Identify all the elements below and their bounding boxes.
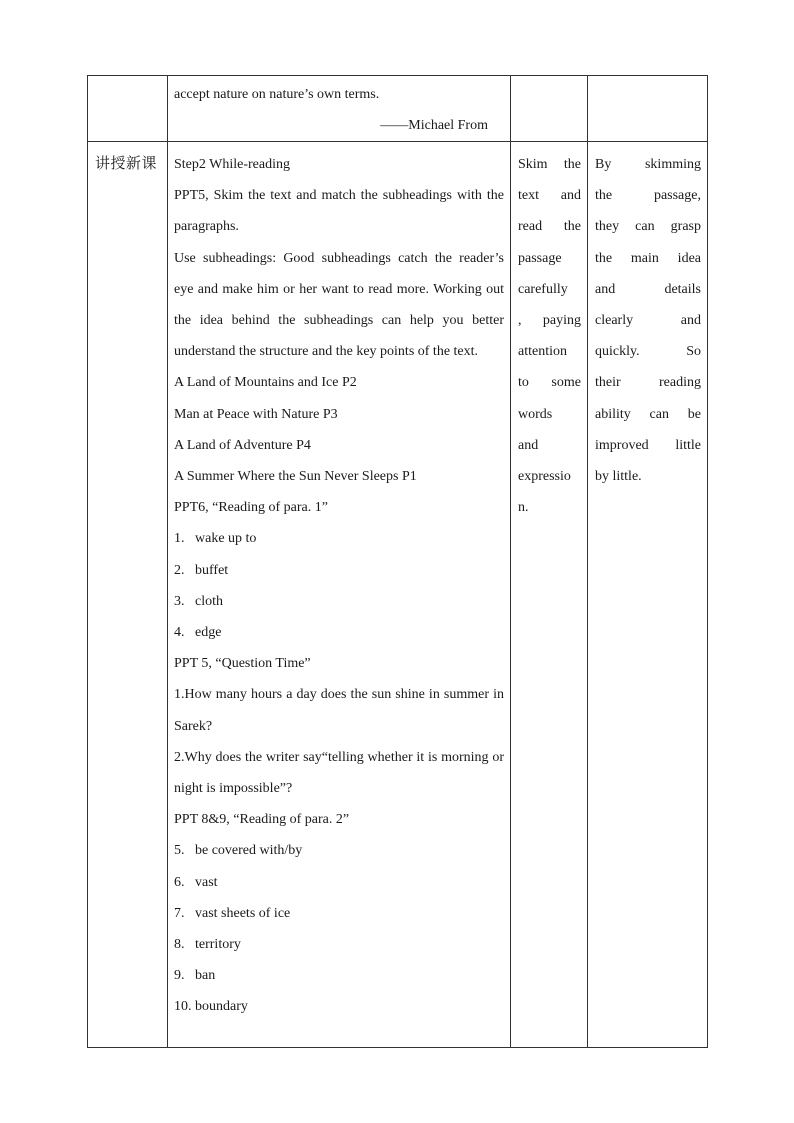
ppt6-title: PPT6, “Reading of para. 1”	[174, 500, 328, 516]
activity-line: and	[518, 437, 539, 453]
vocab-item: 5. be covered with/by	[174, 843, 303, 859]
activity-cell-empty	[511, 76, 588, 142]
purpose-line: ability can be	[595, 406, 701, 422]
purpose-line: by little.	[595, 469, 642, 485]
purpose-line: improved little	[595, 437, 701, 453]
purpose-line: the main idea	[595, 250, 701, 266]
vocab-item: 2. buffet	[174, 562, 229, 578]
purpose-line: and details	[595, 281, 701, 297]
purpose-line: they can grasp	[595, 219, 701, 235]
step-title: Step2 While-reading	[174, 157, 290, 172]
vocab-item: 3. cloth	[174, 593, 223, 609]
activity-line: passage	[518, 250, 562, 266]
table-row	[88, 76, 708, 142]
vocab-item: 9. ban	[174, 968, 216, 984]
vocab-item: 8. territory	[174, 937, 241, 953]
activity-line: n.	[518, 500, 529, 516]
subheadings-note: Use subheadings: Good subheadings catch the reader’s eye and make him or her want to read more. Working out the idea behind the subheadings can help you better understand the structure and the key points of the text.	[174, 250, 504, 360]
quote-cell	[168, 76, 511, 142]
table-row	[88, 142, 708, 1048]
subheading-item: A Land of Mountains and Ice P2	[174, 375, 357, 391]
purpose-line: By skimming	[595, 157, 701, 172]
stage-label: 讲授新课	[95, 154, 158, 172]
purpose-line: their reading	[595, 375, 701, 391]
activity-line: expressio	[518, 469, 571, 485]
vocab-item: 6. vast	[174, 874, 218, 890]
activity-line: words	[518, 406, 553, 422]
vocab-item: 7. vast sheets of ice	[174, 905, 291, 921]
content-cell	[168, 142, 511, 1048]
quote-text: accept nature on nature’s own terms.	[174, 87, 380, 102]
stage-cell	[88, 142, 168, 1048]
ppt5-instruction: PPT5, Skim the text and match the subheadings with the paragraphs.	[174, 188, 504, 235]
vocab-item: 4. edge	[174, 625, 222, 641]
subheading-item: Man at Peace with Nature P3	[174, 406, 338, 422]
activity-line: text and	[518, 188, 581, 204]
student-activity-cell	[511, 142, 588, 1048]
question-item: 1.How many hours a day does the sun shine in summer in Sarek?	[174, 687, 504, 734]
subheading-item: A Summer Where the Sun Never Sleeps P1	[174, 469, 417, 485]
subheading-item: A Land of Adventure P4	[174, 437, 311, 453]
purpose-cell-empty	[588, 76, 708, 142]
ppt89-title: PPT 8&9, “Reading of para. 2”	[174, 812, 350, 828]
stage-cell-empty	[88, 76, 168, 142]
design-purpose-cell	[588, 142, 708, 1048]
quote-author: ——Michael From	[380, 118, 488, 133]
purpose-line: the passage,	[595, 188, 701, 204]
activity-line: to some	[518, 375, 581, 391]
lesson-plan-table	[87, 75, 708, 1048]
purpose-line: clearly and	[595, 313, 701, 329]
activity-line: Skim the	[518, 157, 581, 172]
vocab-item: 1. wake up to	[174, 531, 257, 547]
purpose-line: quickly. So	[595, 344, 701, 360]
activity-line: , paying	[518, 313, 581, 329]
activity-line: carefully	[518, 281, 568, 297]
question-time-title: PPT 5, “Question Time”	[174, 656, 311, 672]
activity-line: attention	[518, 344, 567, 360]
question-item: 2.Why does the writer say“telling whether it is morning or night is impossible”?	[174, 749, 504, 797]
vocab-item: 10. boundary	[174, 999, 248, 1015]
activity-line: read the	[518, 219, 581, 235]
